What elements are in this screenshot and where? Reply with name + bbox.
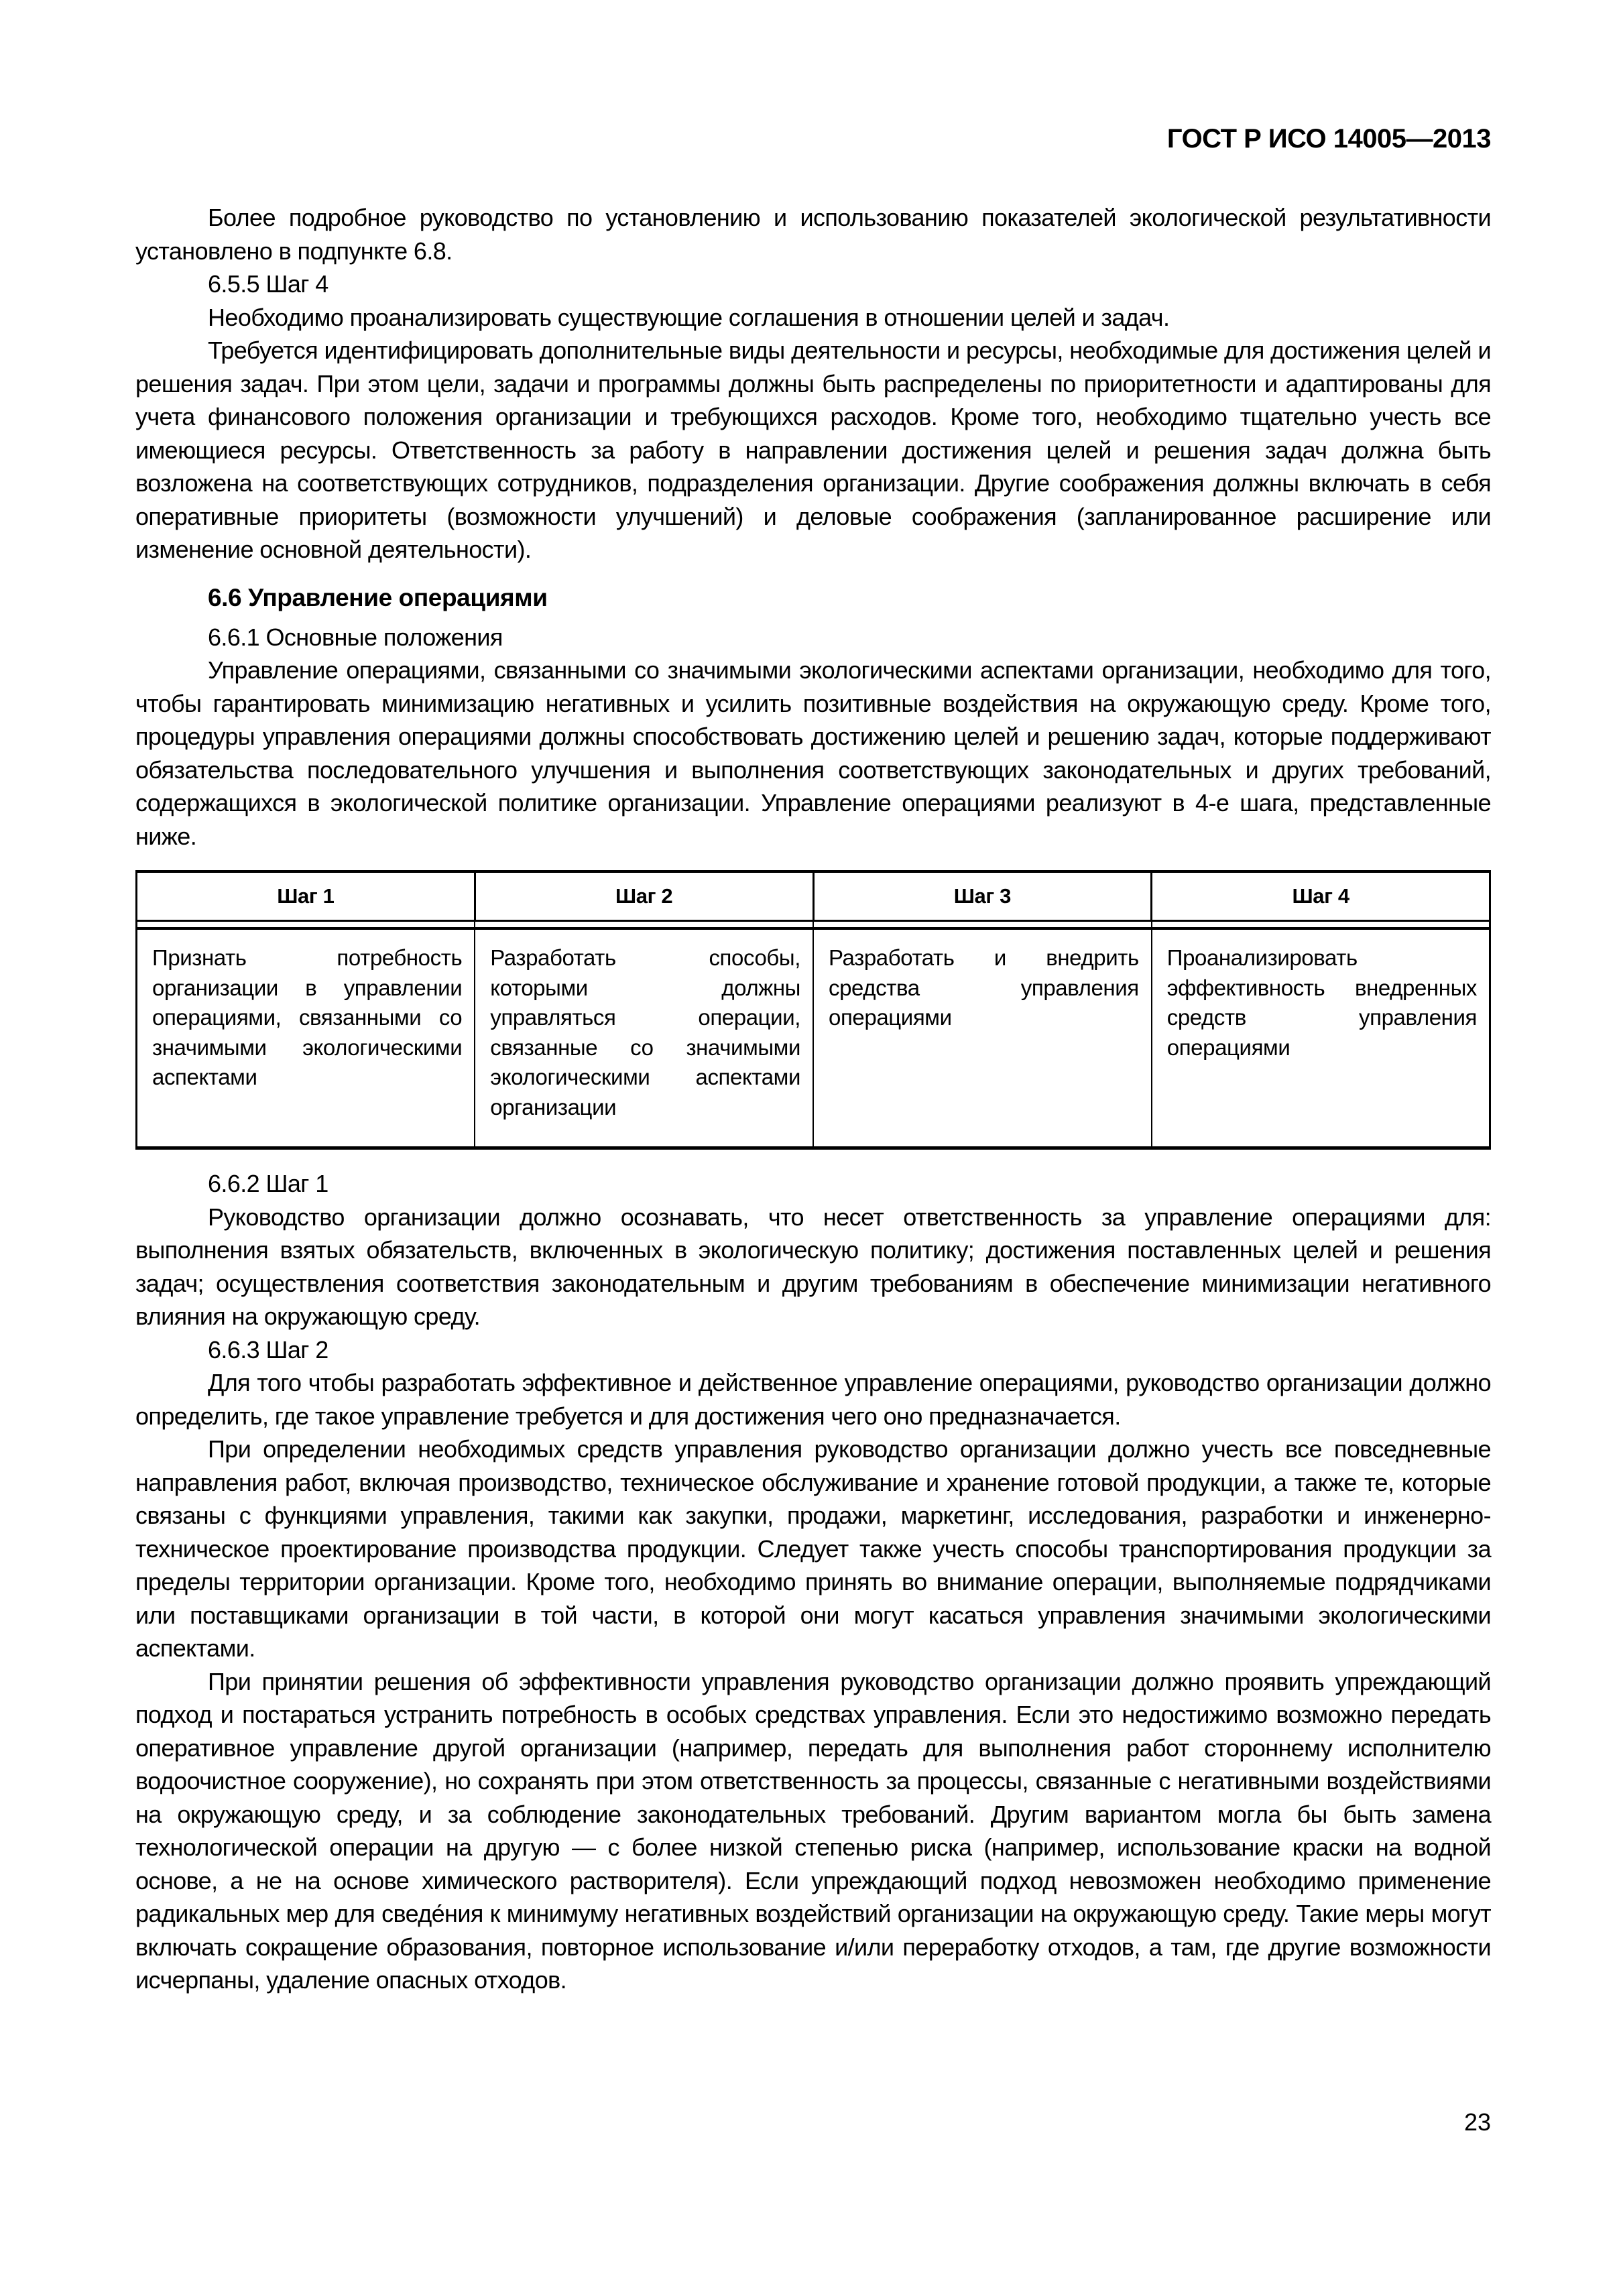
steps-table: [135, 870, 1491, 1150]
paragraph: При принятии решения об эффективности управления руководство организации должно проявить упреждающий подход и постараться устранить потребность в особых средствах управления. Если это недостижимо возможно передать оперативное управление другой организации (например, передать для выполнения работ стороннему исполнителю водоочистное сооружение), но сохранять при этом ответственность за процессы, связанные с негативными воздействиями на окружающую среду, и за соблюдение законодательных требований. Другим вариантом могла бы быть замена технологической операции на другую — с более низкой степенью риска (например, использование краски на водной основе, а не на основе химического растворителя). Если упреждающий подход невозможен необходимо применение радикальных мер для сведе́ния к минимуму негативных воздействий организации на окружающую среду. Такие меры могут включать сокращение образования, повторное использование и/или переработку отходов, а там, где другие возможности исчерпаны, удаление опасных отходов.: [135, 1667, 1491, 1994]
table-row: [137, 928, 1490, 1148]
paragraph: Для того чтобы разработать эффективное и действенное управление операциями, руководство организации должно определить, где такое управление требуется и для достижения чего оно предназначается.: [135, 1369, 1491, 1430]
subsection-title-6-5-5: 6.5.5 Шаг 4: [208, 270, 328, 298]
subsection-title-6-6-3: 6.6.3 Шаг 2: [208, 1335, 328, 1364]
paragraph: Руководство организации должно осознавать, что несет ответственность за управление операциями для: выполнения взятых обязательств, включенных в экологическую политику; достижения поставленных целей и решения задач; осуществления соответствия законодательным и другим требованиям в обеспечение минимизации негативного влияния на окружающую среду.: [135, 1203, 1491, 1330]
standard-header: ГОСТ Р ИСО 14005—2013: [1166, 124, 1491, 154]
separator-cell: [813, 921, 1152, 929]
paragraph: При определении необходимых средств управления руководство организации должно учесть все повседневные направления работ, включая производство, техническое обслуживание и хранение готовой продукции, а также те, которые связаны с функциями управления, такими как закупки, продажи, маркетинг, исследования, разработки и инженерно-техническое проектирование производства продукции. Следует также учесть способы транспортирования продукции за пределы территории организации. Кроме того, необходимо принять во внимание операции, выполняемые подрядчиками или поставщиками организации в той части, в которой они могут касаться управления значимыми экологическими аспектами.: [135, 1435, 1491, 1662]
separator-cell: [475, 921, 813, 929]
subsection-title-6-6-2: 6.6.2 Шаг 1: [208, 1170, 328, 1197]
paragraph: Необходимо проанализировать существующие соглашения в отношении целей и задач.: [208, 303, 1170, 331]
separator-cell: [1152, 921, 1490, 929]
table-header-step-1: Шаг 1: [137, 871, 475, 921]
table-separator-row: [137, 921, 1490, 929]
document-body: [135, 201, 1491, 1997]
table-cell-step-4: Проанализировать эффективность внедренных средств управления операциями: [1152, 928, 1490, 1148]
table-cell-step-1: Признать потребность организации в управлении операциями, связанными со значимыми экологическими аспектами: [137, 928, 475, 1148]
table-cell-step-3: Разработать и внедрить средства управления операциями: [813, 928, 1152, 1148]
section-heading-6-6: 6.6 Управление операциями: [208, 583, 548, 611]
paragraph: Требуется идентифицировать дополнительные виды деятельности и ресурсы, необходимые для достижения целей и решения задач. При этом цели, задачи и программы должны быть распределены по приоритетности и адаптированы для учета финансового положения организации и требующихся расходов. Кроме того, необходимо тщательно учесть все имеющиеся ресурсы. Ответственность за работу в направлении достижения целей и решения задач должна быть возложена на соответствующих сотрудников, подразделения организации. Другие соображения должны включать в себя оперативные приоритеты (возможности улучшений) и деловые соображения (запланированное расширение или изменение основной деятельности).: [135, 337, 1491, 563]
table-header-step-3: Шаг 3: [813, 871, 1152, 921]
table-header-step-4: Шаг 4: [1152, 871, 1490, 921]
separator-cell: [137, 921, 475, 929]
paragraph: Более подробное руководство по установлению и использованию показателей экологической результативности установлено в подпункте 6.8.: [135, 204, 1491, 265]
table-header-step-2: Шаг 2: [475, 871, 813, 921]
page-number: 23: [1463, 2108, 1491, 2136]
table-cell-step-2: Разработать способы, которыми должны управляться операции, связанные со значимыми экологическими аспектами организации: [475, 928, 813, 1148]
subsection-title-6-6-1: 6.6.1 Основные положения: [208, 623, 503, 651]
paragraph: Управление операциями, связанными со значимыми экологическими аспектами организации, необходимо для того, чтобы гарантировать минимизацию негативных и усилить позитивные воздействия на окружающую среду. Кроме того, процедуры управления операциями должны способствовать достижению целей и решению задач, которые поддерживают обязательства последовательного улучшения и выполнения соответствующих законодательных и других требований, содержащихся в экологической политике организации. Управление операциями реализуют в 4-е шага, представленные ниже.: [135, 656, 1491, 850]
